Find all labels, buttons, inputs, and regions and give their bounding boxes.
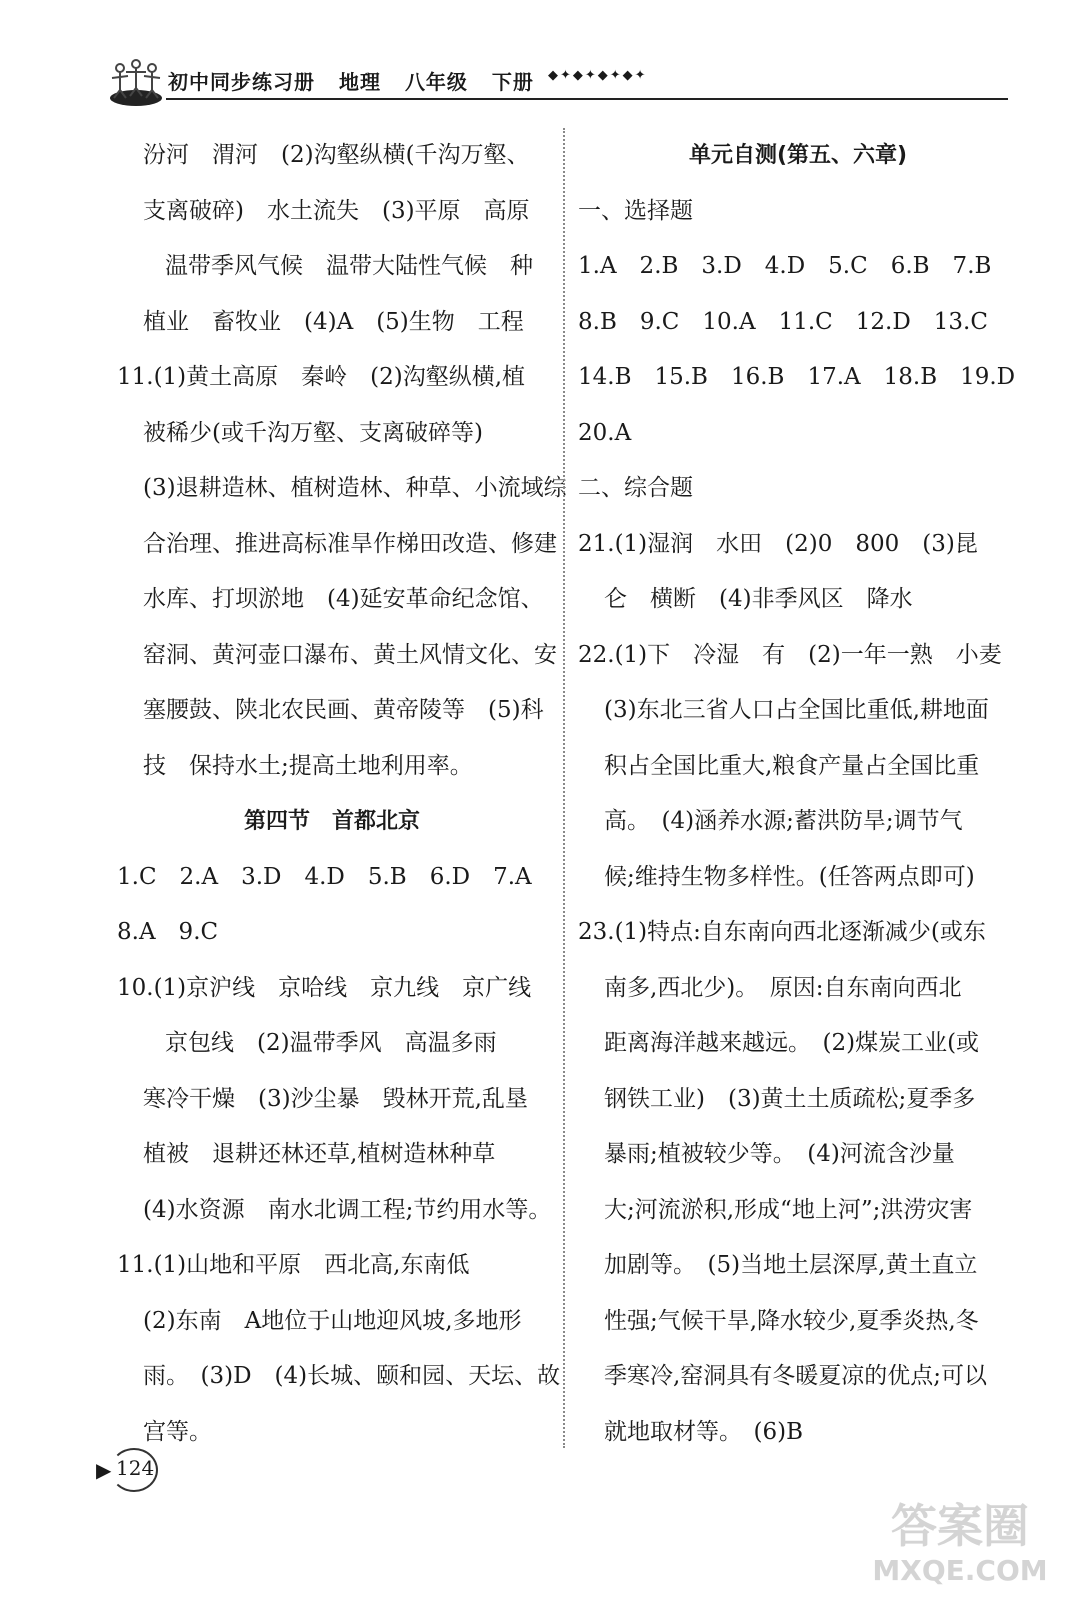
answer-line: 14.B 15.B 16.B 17.A 18.B 19.D [578, 364, 1016, 390]
answer-line: 技 保持水土;提高土地利用率。 [143, 752, 473, 779]
section-heading: 第四节 首都北京 [243, 809, 420, 834]
answer-line: 汾河 渭河 (2)沟壑纵横(千沟万壑、 [143, 142, 530, 168]
answer-line: (3)东北三省人口占全国比重低,耕地面 [604, 697, 989, 723]
answer-line: 21.(1)湿润 水田 (2)0 800 (3)昆 [578, 530, 978, 557]
logo-icon [108, 58, 164, 108]
watermark-line2: MXQE.COM [872, 1554, 1048, 1587]
answer-line: 大;河流淤积,形成“地上河”;洪涝灾害 [604, 1196, 973, 1223]
answer-line: 京包线 (2)温带季风 高温多雨 [165, 1030, 497, 1056]
header-rule [166, 98, 1008, 100]
answer-line: 8.B 9.C 10.A 11.C 12.D 13.C [578, 308, 988, 335]
answer-line: 钢铁工业) (3)黄土土质疏松;夏季多 [604, 1085, 976, 1112]
answer-line: 积占全国比重大,粮食产量占全国比重 [604, 752, 980, 779]
answer-line: 11.(1)山地和平原 西北高,东南低 [117, 1252, 470, 1278]
answer-line: 8.A 9.C [117, 919, 219, 945]
answer-line: 11.(1)黄土高原 秦岭 (2)沟壑纵横,植 [117, 364, 526, 390]
answer-line: (2)东南 A地位于山地迎风坡,多地形 [143, 1307, 522, 1334]
answer-line: 22.(1)下 冷湿 有 (2)一年一熟 小麦 [578, 641, 1002, 668]
answer-line: 植业 畜牧业 (4)A (5)生物 工程 [143, 308, 524, 335]
answer-line: 距离海洋越来越远。 (2)煤炭工业(或 [604, 1030, 980, 1056]
subject: 地理 [338, 70, 381, 94]
header-title [168, 66, 550, 95]
answer-line: 季寒冷,窑洞具有冬暖夏凉的优点;可以 [604, 1363, 988, 1389]
column-divider [563, 128, 565, 1448]
watermark-line1: 答案圈 [891, 1499, 1029, 1553]
answer-line: 加剧等。 (5)当地土层深厚,黄土直立 [604, 1252, 978, 1278]
answer-line: 23.(1)特点:自东南向西北逐渐减少(或东 [578, 919, 986, 945]
answer-line: 塞腰鼓、陕北农民画、黄帝陵等 (5)科 [143, 697, 544, 723]
answer-line: 仑 横断 (4)非季风区 降水 [604, 586, 913, 612]
left-column [117, 128, 567, 1460]
volume: 下册 [491, 70, 534, 94]
answer-line: 候;维持生物多样性。(任答两点即可) [604, 863, 975, 890]
answer-line: 寒冷干燥 (3)沙尘暴 毁林开荒,乱垦 [143, 1085, 528, 1112]
grade: 八年级 [404, 70, 468, 94]
right-column [578, 128, 1018, 1460]
arrow-icon: ▶ [96, 1458, 112, 1482]
answer-line: (4)水资源 南水北调工程;节约用水等。 [143, 1196, 552, 1223]
answer-line: 性强;气候干旱,降水较少,夏季炎热,冬 [604, 1307, 979, 1334]
answer-line: 南多,西北少)。 原因:自东南向西北 [604, 974, 962, 1001]
answer-line: 窑洞、黄河壶口瀑布、黄土风情文化、安 [143, 641, 557, 668]
answer-line: 1.A 2.B 3.D 4.D 5.C 6.B 7.B [578, 253, 992, 279]
answer-line: 20.A [578, 419, 632, 446]
answer-line: 被稀少(或千沟万壑、支离破碎等) [143, 419, 483, 446]
answer-line: 高。 (4)涵养水源;蓄洪防旱;调节气 [604, 808, 963, 834]
answer-line: 水库、打坝淤地 (4)延安革命纪念馆、 [143, 586, 544, 612]
answer-line: 宫等。 [143, 1418, 212, 1445]
page-number-badge [96, 1448, 166, 1488]
watermark [855, 1490, 1065, 1590]
answer-line: 1.C 2.A 3.D 4.D 5.B 6.D 7.A [117, 863, 532, 890]
section-heading: 单元自测(第五、六章) [688, 143, 908, 168]
answer-line: 合治理、推进高标准旱作梯田改造、修建 [143, 530, 557, 557]
answer-line: 10.(1)京沪线 京哈线 京九线 京广线 [117, 974, 532, 1001]
answer-line: 支离破碎) 水土流失 (3)平原 高原 [143, 197, 530, 224]
answer-line: 雨。 (3)D (4)长城、颐和园、天坛、故 [143, 1363, 561, 1389]
page-number: 124 [116, 1456, 155, 1480]
answer-line: 就地取材等。 (6)B [604, 1418, 803, 1445]
answer-line: (3)退耕造林、植树造林、种草、小流域综 [143, 475, 567, 501]
answer-line: 暴雨;植被较少等。 (4)河流含沙量 [604, 1141, 955, 1167]
answer-line: 二、综合题 [578, 475, 693, 501]
page-header [108, 58, 1008, 108]
answer-line: 一、选择题 [578, 197, 693, 224]
answer-line: 植被 退耕还林还草,植树造林种草 [143, 1141, 496, 1167]
answer-line: 温带季风气候 温带大陆性气候 种 [165, 253, 533, 279]
header-ornament: ◆✦◆✦◆✦◆✦ [548, 68, 648, 83]
book-title: 初中同步练习册 [168, 70, 315, 94]
